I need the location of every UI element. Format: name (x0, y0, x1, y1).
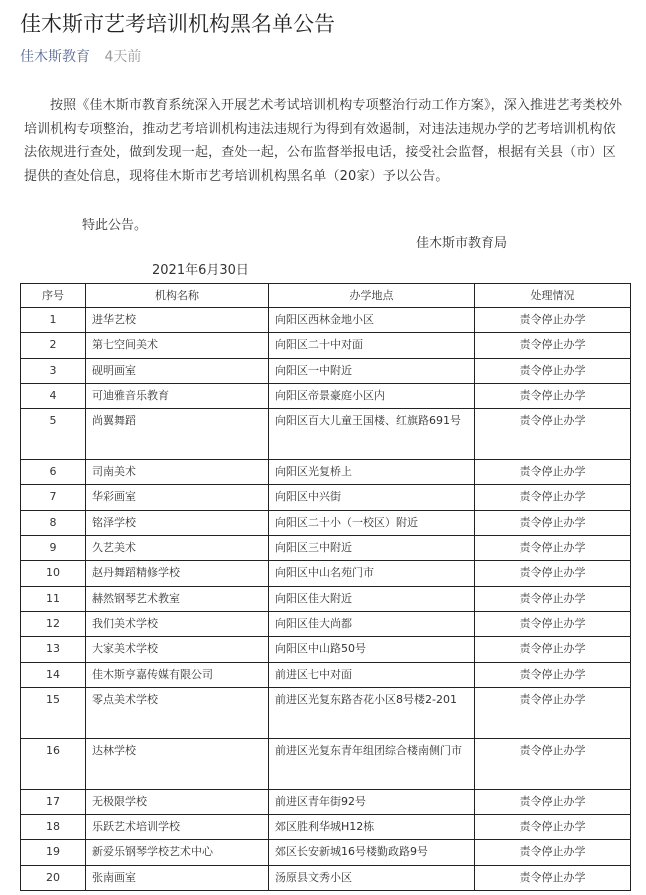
handling-status: 责令停止办学 (475, 586, 631, 611)
handling-status: 责令停止办学 (475, 308, 631, 333)
row-number: 16 (21, 738, 86, 789)
table-row (21, 687, 631, 738)
header-address: 办学地点 (269, 284, 475, 308)
institution-name: 张南画室 (86, 865, 269, 890)
row-number: 19 (21, 840, 86, 865)
institution-address: 向阳区帝景豪庭小区内 (269, 383, 475, 408)
row-number: 5 (21, 409, 86, 460)
institution-address: 郊区长安新城16号楼勤政路9号 (269, 840, 475, 865)
header-status: 处理情况 (475, 284, 631, 308)
handling-status: 责令停止办学 (475, 460, 631, 485)
institution-name: 尚翼舞蹈 (86, 409, 269, 460)
announcement-date: 2021年6月30日 (152, 263, 249, 278)
handling-status: 责令停止办学 (475, 510, 631, 535)
closing-text: 特此公告。 (82, 218, 148, 233)
row-number: 12 (21, 611, 86, 636)
header-name: 机构名称 (86, 284, 269, 308)
handling-status: 责令停止办学 (475, 561, 631, 586)
table-body (21, 308, 631, 891)
institution-name: 大家美术学校 (86, 637, 269, 662)
institution-address: 向阳区佳大尚都 (269, 611, 475, 636)
institution-address: 向阳区二十中对面 (269, 333, 475, 358)
institution-address: 向阳区中山名苑门市 (269, 561, 475, 586)
handling-status: 责令停止办学 (475, 815, 631, 840)
row-number: 15 (21, 687, 86, 738)
row-number: 2 (21, 333, 86, 358)
institution-address: 向阳区西林金地小区 (269, 308, 475, 333)
row-number: 18 (21, 815, 86, 840)
row-number: 1 (21, 308, 86, 333)
table-row (21, 662, 631, 687)
handling-status: 责令停止办学 (475, 738, 631, 789)
institution-address: 前进区七中对面 (269, 662, 475, 687)
table-row (21, 637, 631, 662)
institution-name: 新爱乐钢琴学校艺术中心 (86, 840, 269, 865)
blacklist-table (20, 283, 631, 891)
institution-name: 华彩画室 (86, 485, 269, 510)
institution-address: 前进区青年街92号 (269, 789, 475, 814)
table-row (21, 865, 631, 890)
table-row (21, 561, 631, 586)
institution-name: 司南美术 (86, 460, 269, 485)
row-number: 13 (21, 637, 86, 662)
table-row (21, 789, 631, 814)
handling-status: 责令停止办学 (475, 536, 631, 561)
institution-name: 赫然钢琴艺术教室 (86, 586, 269, 611)
row-number: 14 (21, 662, 86, 687)
row-number: 4 (21, 383, 86, 408)
table-row (21, 611, 631, 636)
institution-name: 乐跃艺术培训学校 (86, 815, 269, 840)
table-row (21, 815, 631, 840)
institution-name: 可迪雅音乐教育 (86, 383, 269, 408)
institution-address: 向阳区一中附近 (269, 358, 475, 383)
institution-name: 久艺美术 (86, 536, 269, 561)
table-row (21, 738, 631, 789)
handling-status: 责令停止办学 (475, 358, 631, 383)
table-row (21, 358, 631, 383)
institution-name: 赵丹舞蹈精修学校 (86, 561, 269, 586)
row-number: 10 (21, 561, 86, 586)
row-number: 6 (21, 460, 86, 485)
handling-status: 责令停止办学 (475, 611, 631, 636)
row-number: 7 (21, 485, 86, 510)
handling-status: 责令停止办学 (475, 687, 631, 738)
handling-status: 责令停止办学 (475, 333, 631, 358)
table-row (21, 333, 631, 358)
handling-status: 责令停止办学 (475, 383, 631, 408)
institution-address: 向阳区中兴街 (269, 485, 475, 510)
row-number: 11 (21, 586, 86, 611)
table-header-row (21, 284, 631, 308)
handling-status: 责令停止办学 (475, 789, 631, 814)
table-row (21, 840, 631, 865)
signer-name: 佳木斯市教育局 (416, 236, 508, 251)
table-row (21, 510, 631, 535)
institution-name: 无极限学校 (86, 789, 269, 814)
row-number: 3 (21, 358, 86, 383)
institution-name: 我们美术学校 (86, 611, 269, 636)
row-number: 8 (21, 510, 86, 535)
table-row (21, 383, 631, 408)
institution-name: 达林学校 (86, 738, 269, 789)
institution-address: 向阳区百大儿童王国楼、红旗路691号 (269, 409, 475, 460)
article-paragraph: 按照《佳木斯市教育系统深入开展艺术考试培训机构专项整治行动工作方案》，深入推进艺考类校外培训机构专项整治，推动艺考培训机构违法违规行为得到有效遏制，对违法违规办学的艺考培训机构依法依规进行查处，做到发现一起，查处一起，公布监督举报电话，接受社会监督，根据有关县（市）区提供的查处信息，现将佳木斯市艺考培训机构黑名单（20家）予以公告。 (24, 98, 623, 184)
row-number: 20 (21, 865, 86, 890)
handling-status: 责令停止办学 (475, 637, 631, 662)
institution-address: 向阳区中山路50号 (269, 637, 475, 662)
publish-time: 4天前 (104, 49, 142, 65)
institution-address: 向阳区三中附近 (269, 536, 475, 561)
institution-address: 汤原县文秀小区 (269, 865, 475, 890)
author-link[interactable]: 佳木斯教育 (20, 49, 90, 65)
institution-name: 佳木斯亨嘉传媒有限公司 (86, 662, 269, 687)
handling-status: 责令停止办学 (475, 662, 631, 687)
table-row (21, 485, 631, 510)
handling-status: 责令停止办学 (475, 840, 631, 865)
institution-address: 前进区光复东青年组团综合楼南侧门市 (269, 738, 475, 789)
handling-status: 责令停止办学 (475, 485, 631, 510)
table-row (21, 308, 631, 333)
handling-status: 责令停止办学 (475, 865, 631, 890)
row-number: 9 (21, 536, 86, 561)
row-number: 17 (21, 789, 86, 814)
handling-status: 责令停止办学 (475, 409, 631, 460)
institution-name: 铭泽学校 (86, 510, 269, 535)
institution-name: 砚明画室 (86, 358, 269, 383)
article-title: 佳木斯市艺考培训机构黑名单公告 (20, 12, 335, 36)
table-row (21, 586, 631, 611)
institution-address: 向阳区佳大附近 (269, 586, 475, 611)
institution-address: 向阳区二十小（一校区）附近 (269, 510, 475, 535)
institution-address: 向阳区光复桥上 (269, 460, 475, 485)
institution-name: 进华艺校 (86, 308, 269, 333)
table-row (21, 536, 631, 561)
institution-address: 前进区光复东路杏花小区8号楼2-201 (269, 687, 475, 738)
table-row (21, 409, 631, 460)
table-row (21, 460, 631, 485)
article-meta (20, 47, 141, 67)
institution-name: 第七空间美术 (86, 333, 269, 358)
header-no: 序号 (21, 284, 86, 308)
institution-name: 零点美术学校 (86, 687, 269, 738)
institution-address: 郊区胜利华城H12栋 (269, 815, 475, 840)
